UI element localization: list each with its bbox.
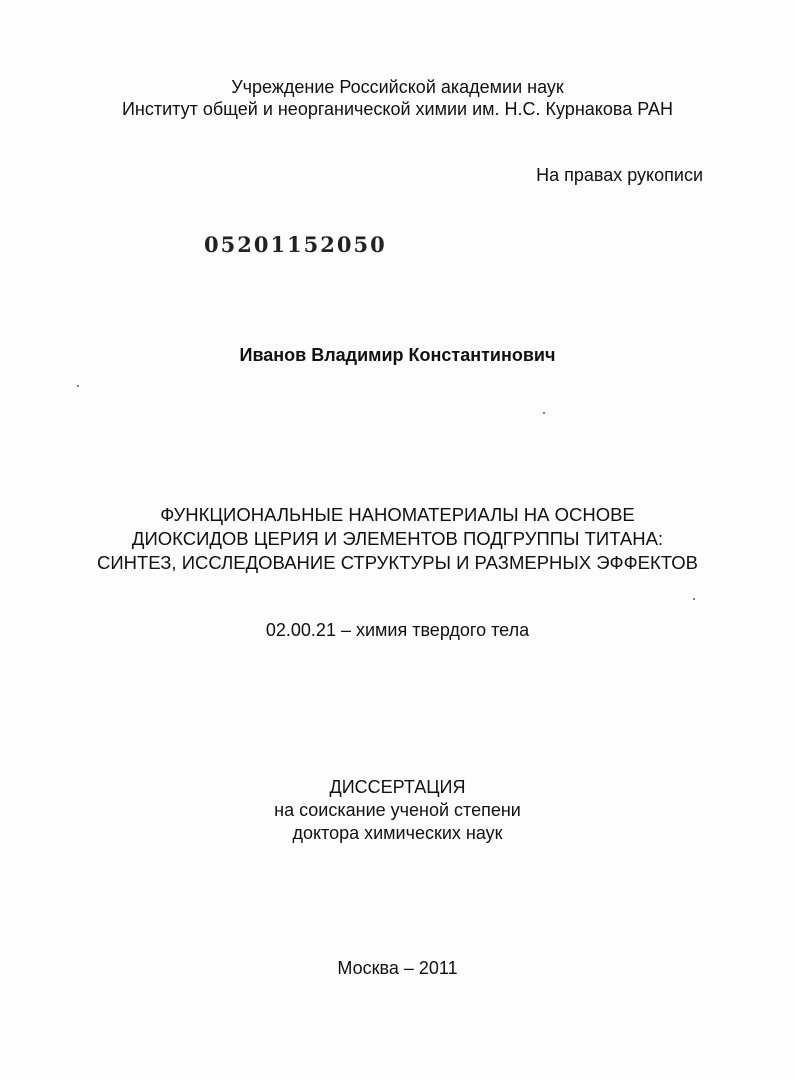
dissertation-heading: ДИССЕРТАЦИЯ	[329, 777, 466, 797]
specialty-code: 02.00.21 – химия твердого тела	[265, 620, 530, 640]
title-line-2: ДИОКСИДОВ ЦЕРИЯ И ЭЛЕМЕНТОВ ПОДГРУППЫ ТИТАНА:	[131, 528, 664, 549]
registration-number: 05201152050	[204, 232, 387, 257]
scan-speck	[693, 598, 695, 600]
title-line-3: СИНТЕЗ, ИССЛЕДОВАНИЕ СТРУКТУРЫ И РАЗМЕРНЫХ ЭФФЕКТОВ	[96, 552, 698, 573]
manuscript-note: На правах рукописи	[536, 165, 703, 185]
title-line-1: ФУНКЦИОНАЛЬНЫЕ НАНОМАТЕРИАЛЫ НА ОСНОВЕ	[160, 504, 635, 525]
institution-line-1: Учреждение Российской академии наук	[231, 77, 564, 97]
author-name: Иванов Владимир Константинович	[239, 345, 556, 365]
place-and-year: Москва – 2011	[337, 958, 458, 978]
scan-speck	[543, 412, 545, 414]
degree-line-1: на соискание ученой степени	[274, 800, 521, 820]
degree-line-2: доктора химических наук	[292, 823, 503, 843]
scan-speck	[77, 385, 79, 387]
institution-line-2: Институт общей и неорганической химии им. Н.С. Курнакова РАН	[121, 99, 674, 119]
